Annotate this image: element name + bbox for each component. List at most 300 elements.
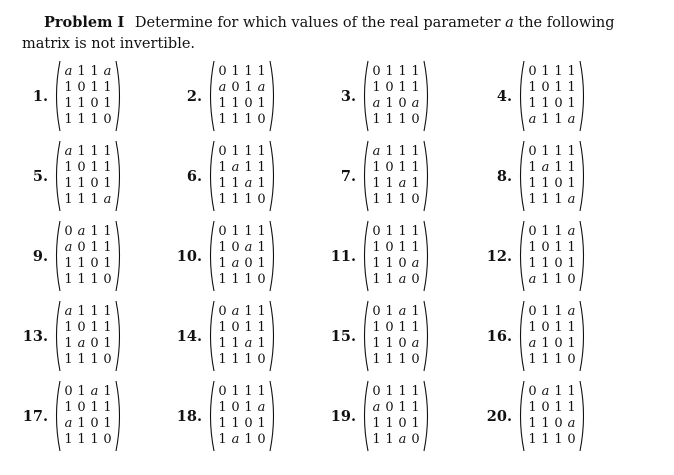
matrix [62, 224, 114, 288]
matrix-entry: 1 [244, 144, 253, 159]
right-parenthesis [115, 220, 124, 292]
matrix-entry: 1 [554, 384, 563, 399]
matrix-entry: a [398, 432, 407, 447]
matrix-entry: 1 [244, 80, 253, 95]
matrix-problem-18 [172, 378, 322, 454]
matrix-entry: 1 [567, 336, 576, 351]
matrix-entry: 0 [218, 144, 227, 159]
matrix-entry: 1 [218, 320, 227, 335]
matrix-problem-14 [172, 298, 322, 374]
matrix-entry: 1 [244, 304, 253, 319]
matrix-problem-10 [172, 218, 322, 294]
matrix-entry: a [411, 256, 420, 271]
problem-number: 13. [22, 327, 48, 345]
matrix-problem-4 [482, 58, 632, 134]
matrix-entry: 1 [398, 80, 407, 95]
right-parenthesis [423, 300, 432, 372]
matrix-entry: 1 [372, 160, 381, 175]
left-parenthesis [206, 300, 215, 372]
matrix-entry: 0 [77, 320, 86, 335]
matrix-entry: 0 [385, 160, 394, 175]
matrix-entry: 1 [567, 144, 576, 159]
matrix-entry: 1 [231, 112, 240, 127]
problem-number: 10. [176, 247, 202, 265]
matrix-entry: a [567, 304, 576, 319]
right-parenthesis [115, 60, 124, 132]
matrix-entry: 1 [77, 176, 86, 191]
matrix-entry: 1 [77, 96, 86, 111]
matrix-entry: 1 [244, 112, 253, 127]
matrix-problem-11 [326, 218, 476, 294]
right-parenthesis [579, 60, 588, 132]
matrix-entry: 1 [541, 112, 550, 127]
matrix-entry: 0 [257, 272, 266, 287]
matrix-entry: 1 [244, 352, 253, 367]
matrix-entry: 1 [218, 416, 227, 431]
matrix-entry: 0 [554, 176, 563, 191]
matrix-entry: 1 [411, 160, 420, 175]
matrix-entry: 1 [231, 64, 240, 79]
matrix-entry: 1 [411, 384, 420, 399]
problem-number: 4. [496, 87, 512, 105]
matrix-entry: 1 [567, 176, 576, 191]
matrix-entry: 1 [90, 192, 99, 207]
left-parenthesis [52, 380, 61, 452]
matrix-entry: a [244, 240, 253, 255]
matrix-entry: a [64, 64, 73, 79]
left-parenthesis [206, 140, 215, 212]
matrix-entry: 1 [77, 352, 86, 367]
right-parenthesis [269, 140, 278, 212]
matrix-entry: 0 [231, 320, 240, 335]
matrix-entry: 1 [528, 256, 537, 271]
matrix-entry: 0 [257, 192, 266, 207]
matrix-entry: 1 [64, 272, 73, 287]
matrix-entry: 0 [244, 256, 253, 271]
matrix-entry: a [411, 336, 420, 351]
matrix-entry: 1 [541, 256, 550, 271]
matrix-entry: 0 [244, 96, 253, 111]
matrix-entry: 1 [372, 176, 381, 191]
matrix-entry: 0 [90, 256, 99, 271]
matrix-entry: 1 [554, 352, 563, 367]
matrix-entry: 1 [411, 304, 420, 319]
matrix-entry: 0 [77, 80, 86, 95]
matrix-entry: 1 [411, 144, 420, 159]
matrix-entry: 0 [64, 224, 73, 239]
matrix-problem-6 [172, 138, 322, 214]
matrix [62, 64, 114, 128]
matrix-entry: 1 [541, 96, 550, 111]
matrix-entry: 1 [554, 304, 563, 319]
matrix-entry: a [372, 400, 381, 415]
problem-text-before: Determine for which values of the real parameter [134, 15, 501, 31]
matrix-entry: 1 [567, 256, 576, 271]
matrix-entry: 1 [218, 176, 227, 191]
matrix-entry: 0 [567, 432, 576, 447]
matrix-entry: 1 [231, 192, 240, 207]
left-parenthesis [52, 300, 61, 372]
matrix-entry: a [398, 272, 407, 287]
problem-number: 17. [22, 407, 48, 425]
matrix [370, 64, 422, 128]
matrix-entry: 0 [218, 224, 227, 239]
matrix-entry: 1 [257, 176, 266, 191]
matrix-entry: 1 [77, 64, 86, 79]
problem-number: 6. [186, 167, 202, 185]
right-parenthesis [423, 220, 432, 292]
problem-number: 20. [486, 407, 512, 425]
matrix-entry: 1 [541, 432, 550, 447]
matrix-entry: a [231, 304, 240, 319]
matrix-entry: 1 [103, 384, 112, 399]
right-parenthesis [579, 140, 588, 212]
matrix-entry: 1 [398, 320, 407, 335]
matrix-problem-15 [326, 298, 476, 374]
matrix-entry: 1 [385, 416, 394, 431]
matrix-entry: 1 [90, 224, 99, 239]
matrix-entry: 0 [90, 416, 99, 431]
matrix-entry: a [231, 432, 240, 447]
matrix-entry: 0 [257, 432, 266, 447]
matrix-entry: a [218, 80, 227, 95]
matrix-entry: 1 [372, 416, 381, 431]
left-parenthesis [516, 220, 525, 292]
matrix-entry: 1 [90, 320, 99, 335]
matrix-entry: 1 [231, 176, 240, 191]
matrix-problem-9 [18, 218, 168, 294]
matrix-entry: 1 [554, 400, 563, 415]
matrix-entry: a [90, 384, 99, 399]
problem-number: 9. [32, 247, 48, 265]
matrix-entry: 1 [541, 272, 550, 287]
matrix-entry: 0 [554, 336, 563, 351]
matrix-entry: 1 [372, 192, 381, 207]
problem-number: 7. [340, 167, 356, 185]
matrix-entry: 1 [385, 176, 394, 191]
matrix-entry: 0 [103, 432, 112, 447]
matrix-entry: 1 [257, 240, 266, 255]
matrix-entry: a [77, 224, 86, 239]
left-parenthesis [206, 220, 215, 292]
matrix-entry: 1 [64, 176, 73, 191]
matrix-entry: 1 [411, 416, 420, 431]
matrix-entry: 0 [398, 416, 407, 431]
matrix-entry: 1 [77, 416, 86, 431]
matrix-entry: 1 [398, 112, 407, 127]
matrix-entry: 0 [231, 240, 240, 255]
matrix-entry: 1 [398, 160, 407, 175]
matrix-entry: 0 [554, 416, 563, 431]
matrix-entry: 1 [385, 144, 394, 159]
matrix [216, 224, 268, 288]
left-parenthesis [206, 60, 215, 132]
matrix-problem-16 [482, 298, 632, 374]
matrix-entry: 1 [372, 320, 381, 335]
matrix-entry: 0 [231, 80, 240, 95]
matrix-entry: 1 [554, 64, 563, 79]
matrix-entry: 1 [411, 240, 420, 255]
matrix-entry: 1 [528, 96, 537, 111]
matrix-entry: 1 [411, 224, 420, 239]
matrix-entry: 1 [541, 304, 550, 319]
matrix-entry: 1 [554, 320, 563, 335]
matrix-entry: 1 [90, 80, 99, 95]
matrix-entry: 1 [64, 192, 73, 207]
matrix-entry: 1 [567, 64, 576, 79]
matrix-entry: a [567, 224, 576, 239]
matrix [370, 144, 422, 208]
matrix-entry: a [257, 400, 266, 415]
matrix-entry: 1 [411, 320, 420, 335]
matrix-entry: 1 [64, 256, 73, 271]
matrix-entry: 0 [554, 256, 563, 271]
matrix-entry: 0 [541, 80, 550, 95]
matrix-entry: 1 [554, 144, 563, 159]
matrix-entry: a [567, 416, 576, 431]
matrix-problem-19 [326, 378, 476, 454]
problem-number: 19. [330, 407, 356, 425]
problem-number: 1. [32, 87, 48, 105]
left-parenthesis [360, 300, 369, 372]
matrix-entry: 1 [64, 80, 73, 95]
matrix-entry: a [231, 160, 240, 175]
matrix-entry: 1 [90, 160, 99, 175]
matrix-entry: 1 [257, 320, 266, 335]
matrix-entry: 1 [257, 304, 266, 319]
matrix [370, 304, 422, 368]
problem-text-after: the following matrix is not invertible. [22, 15, 615, 52]
matrix-entry: 1 [244, 224, 253, 239]
matrix-entry: 1 [541, 144, 550, 159]
problem-number: 14. [176, 327, 202, 345]
matrix-entry: 0 [385, 240, 394, 255]
matrix-entry: 0 [218, 384, 227, 399]
matrix-entry: 1 [528, 192, 537, 207]
matrix-entry: 0 [411, 112, 420, 127]
matrix-entry: 0 [528, 384, 537, 399]
matrix-entry: 1 [64, 96, 73, 111]
matrix-entry: a [541, 160, 550, 175]
matrix-entry: 1 [385, 64, 394, 79]
matrix-entry: 0 [77, 240, 86, 255]
matrix-entry: 1 [218, 272, 227, 287]
matrix-problem-8 [482, 138, 632, 214]
matrix [526, 144, 578, 208]
left-parenthesis [360, 380, 369, 452]
matrix-entry: 1 [385, 352, 394, 367]
matrix-entry: 0 [567, 352, 576, 367]
matrix-entry: 1 [77, 432, 86, 447]
matrix-entry: 0 [218, 304, 227, 319]
matrix-entry: 1 [244, 320, 253, 335]
matrix-entry: 1 [528, 160, 537, 175]
matrix-entry: 1 [411, 176, 420, 191]
matrix-entry: 0 [218, 64, 227, 79]
matrix [216, 384, 268, 448]
matrix-entry: 1 [244, 64, 253, 79]
matrix-entry: 1 [77, 256, 86, 271]
matrix-entry: 1 [244, 192, 253, 207]
matrix-entry: 0 [77, 160, 86, 175]
matrix-entry: 1 [257, 256, 266, 271]
matrix-entry: 0 [244, 416, 253, 431]
matrix-entry: a [64, 304, 73, 319]
matrix-entry: 0 [411, 192, 420, 207]
matrix-entry: 1 [257, 96, 266, 111]
matrix-entry: 1 [218, 352, 227, 367]
matrix-entry: 1 [103, 336, 112, 351]
matrix-entry: 1 [64, 400, 73, 415]
matrix-entry: 1 [90, 352, 99, 367]
matrix-entry: a [567, 192, 576, 207]
matrix-entry: 1 [103, 96, 112, 111]
matrix-entry: 1 [231, 416, 240, 431]
matrix-entry: 1 [567, 80, 576, 95]
matrix-entry: 1 [398, 192, 407, 207]
matrix-entry: 0 [90, 336, 99, 351]
matrix-entry: 1 [528, 352, 537, 367]
matrix-entry: 1 [398, 144, 407, 159]
matrix-entry: 1 [528, 80, 537, 95]
matrix-entry: 0 [372, 64, 381, 79]
matrix-entry: 1 [244, 400, 253, 415]
matrix-entry: 0 [411, 272, 420, 287]
matrix-entry: 1 [372, 432, 381, 447]
matrix-entry: 1 [64, 352, 73, 367]
problem-heading: Problem I [44, 14, 125, 31]
matrix-entry: 1 [231, 336, 240, 351]
matrix-problem-7 [326, 138, 476, 214]
matrix-problem-2 [172, 58, 322, 134]
matrix-entry: 1 [528, 320, 537, 335]
matrix-entry: 1 [231, 224, 240, 239]
matrix-entry: 1 [385, 256, 394, 271]
matrix-entry: 1 [231, 96, 240, 111]
matrix-entry: 1 [372, 112, 381, 127]
problem-number: 2. [186, 87, 202, 105]
matrix [526, 304, 578, 368]
matrix-entry: a [528, 272, 537, 287]
matrix-entry: 1 [103, 256, 112, 271]
matrix-entry: 1 [554, 224, 563, 239]
matrix-problem-13 [18, 298, 168, 374]
matrix-entry: 1 [90, 272, 99, 287]
matrix-entry: 1 [218, 432, 227, 447]
matrix [216, 64, 268, 128]
matrix-entry: 0 [528, 224, 537, 239]
matrix-entry: 0 [90, 176, 99, 191]
matrix-entry: 0 [64, 384, 73, 399]
left-parenthesis [516, 380, 525, 452]
matrix-entry: 1 [218, 336, 227, 351]
left-parenthesis [206, 380, 215, 452]
matrix-entry: a [398, 304, 407, 319]
right-parenthesis [269, 380, 278, 452]
matrix-entry: 1 [231, 272, 240, 287]
matrix-entry: 1 [541, 352, 550, 367]
matrix [526, 224, 578, 288]
matrix-entry: 1 [103, 400, 112, 415]
matrix-entry: 1 [567, 320, 576, 335]
matrix-entry: a [64, 240, 73, 255]
left-parenthesis [516, 140, 525, 212]
matrix-entry: 1 [103, 320, 112, 335]
matrix [526, 64, 578, 128]
matrix-entry: 1 [90, 400, 99, 415]
matrix-problem-12 [482, 218, 632, 294]
matrix-entry: 1 [385, 272, 394, 287]
matrix-entry: 1 [541, 336, 550, 351]
matrix-entry: a [244, 176, 253, 191]
matrix-entry: 0 [385, 400, 394, 415]
matrix-entry: 1 [64, 112, 73, 127]
matrix-entry: a [541, 384, 550, 399]
matrix-entry: 1 [541, 192, 550, 207]
matrix-entry: 1 [567, 384, 576, 399]
problem-number: 11. [330, 247, 356, 265]
matrix-entry: 1 [231, 144, 240, 159]
matrix-entry: 1 [372, 272, 381, 287]
matrix-entry: 1 [64, 160, 73, 175]
matrix-entry: a [77, 336, 86, 351]
matrix-entry: 1 [541, 64, 550, 79]
matrix-entry: 0 [385, 80, 394, 95]
matrix-entry: 1 [77, 304, 86, 319]
matrix-entry: 0 [103, 272, 112, 287]
matrix-entry: 1 [218, 256, 227, 271]
matrix-entry: 1 [103, 144, 112, 159]
matrix-entry: 1 [231, 384, 240, 399]
matrix-entry: 1 [77, 192, 86, 207]
matrix [370, 384, 422, 448]
matrix-entry: a [528, 336, 537, 351]
matrix-entry: 1 [90, 112, 99, 127]
right-parenthesis [115, 380, 124, 452]
matrix-problem-17 [18, 378, 168, 454]
matrix-entry: 1 [257, 224, 266, 239]
matrix-problem-3 [326, 58, 476, 134]
matrix-entry: 1 [554, 192, 563, 207]
left-parenthesis [52, 220, 61, 292]
matrix-entry: 1 [372, 80, 381, 95]
matrix-entry: 1 [77, 272, 86, 287]
matrix-entry: 0 [528, 144, 537, 159]
matrix-problem-20 [482, 378, 632, 454]
matrix-entry: 0 [257, 352, 266, 367]
left-parenthesis [360, 140, 369, 212]
matrix-entry: 1 [77, 384, 86, 399]
matrix-entry: 1 [231, 352, 240, 367]
matrix-entry: 1 [528, 400, 537, 415]
right-parenthesis [115, 300, 124, 372]
matrix-entry: 1 [528, 240, 537, 255]
matrix-entry: 1 [257, 384, 266, 399]
matrix-entry: 1 [398, 384, 407, 399]
matrix-entry: 1 [103, 176, 112, 191]
problem-number: 18. [176, 407, 202, 425]
matrix-entry: 1 [385, 384, 394, 399]
matrix-entry: 0 [103, 112, 112, 127]
matrix-entry: 1 [90, 240, 99, 255]
matrix-entry: 1 [257, 64, 266, 79]
matrix [370, 224, 422, 288]
matrix-entry: 1 [103, 80, 112, 95]
matrix-entry: 1 [398, 64, 407, 79]
matrix [216, 144, 268, 208]
matrix-entry: 1 [385, 304, 394, 319]
matrix-entry: 0 [398, 336, 407, 351]
